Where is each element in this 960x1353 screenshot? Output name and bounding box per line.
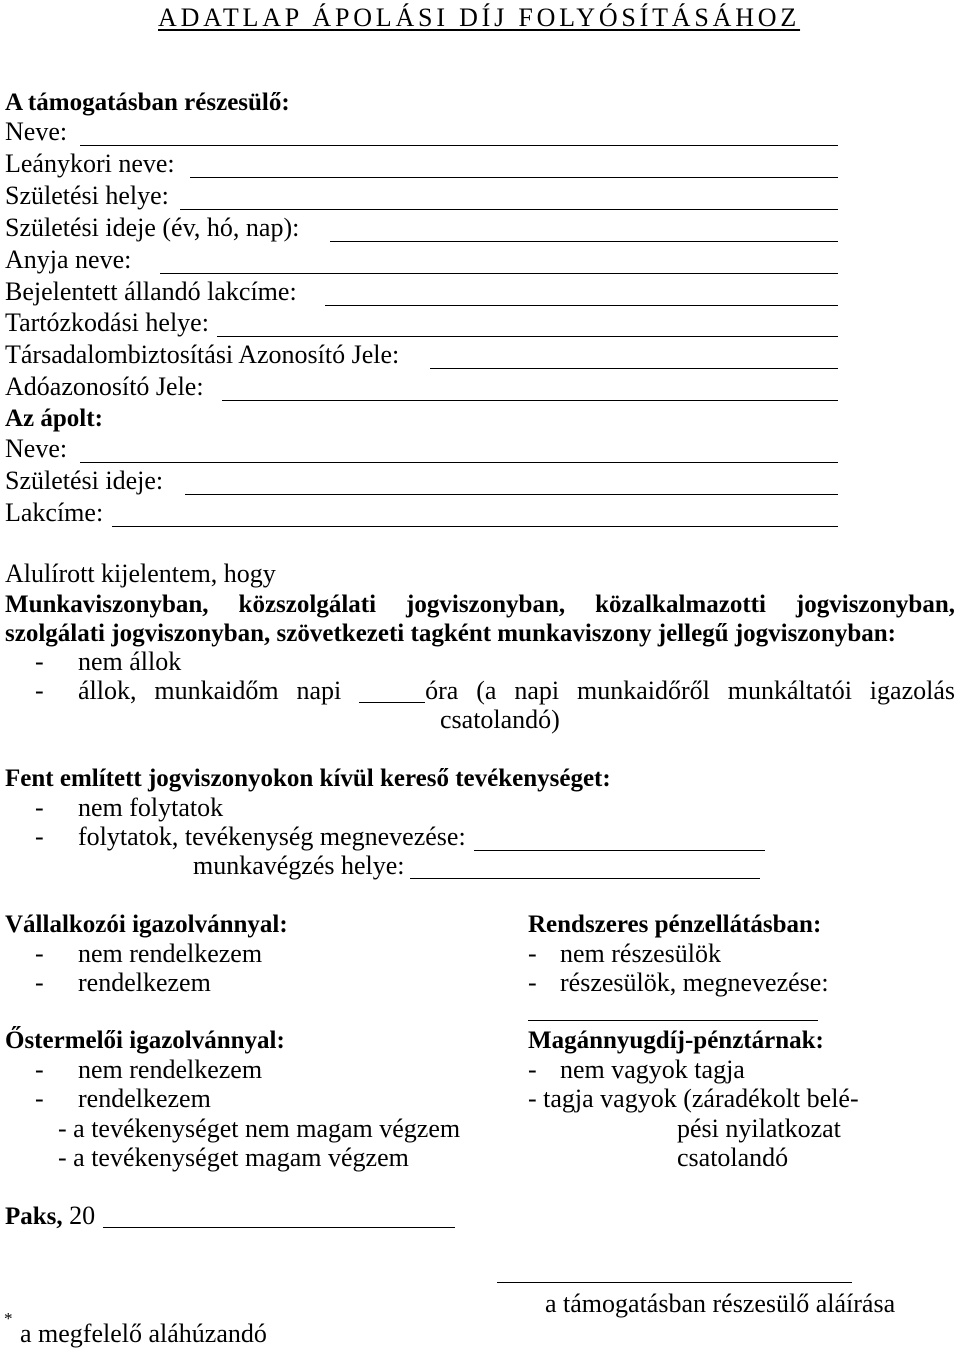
signature-caption: a támogatásban részesülő aláírása: [545, 1289, 896, 1318]
list-marker: -: [35, 822, 44, 851]
fill-line: [160, 273, 838, 274]
private-pension-option-yes-line-1: - tagja vagyok (záradékolt belé-: [528, 1084, 859, 1113]
beneficiary-social-security-id-field: [0, 339, 960, 371]
date-fill-line: [103, 1227, 455, 1228]
option-text: nem folytatok: [78, 793, 224, 822]
fill-line: [325, 305, 838, 306]
two-column-options-2: [0, 967, 960, 999]
private-pension-option-no: nem vagyok tagja: [560, 1055, 745, 1084]
option-text-after-blank: óra (a napi munkaidőről munkáltatói igazolás: [425, 676, 955, 705]
private-pension-option-yes-line-3: csatolandó: [677, 1143, 789, 1172]
list-marker: -: [528, 968, 537, 997]
field-label: Anyja neve:: [5, 245, 132, 274]
beneficiary-permanent-address-field: [0, 276, 960, 308]
list-marker: -: [35, 1055, 44, 1084]
field-label: Társadalombiztosítási Azonosító Jele:: [5, 340, 400, 369]
primary-producer-sub-option-self: - a tevékenységet magam végzem: [58, 1143, 409, 1172]
primary-producer-sub-option-not-self: - a tevékenységet nem magam végzem: [58, 1114, 461, 1143]
option-text: nem állok: [78, 647, 182, 676]
self-employed-option-yes: rendelkezem: [78, 968, 211, 997]
cared-person-birth-date-field: [0, 465, 960, 497]
list-marker: -: [35, 1084, 44, 1113]
fill-line: [430, 368, 838, 369]
form-title: ADATLAP ÁPOLÁSI DÍJ FOLYÓSÍTÁSÁHOZ: [158, 3, 801, 32]
beneficiary-birth-date-field: [0, 212, 960, 244]
two-column-options-5: [0, 1113, 960, 1145]
option-not-active: [0, 792, 960, 824]
place-date-field: [0, 1200, 960, 1232]
cared-person-heading-row: [0, 403, 960, 435]
field-label: Születési ideje:: [5, 466, 164, 495]
footnote-mark: *: [4, 1309, 13, 1328]
list-marker: -: [528, 939, 537, 968]
option-not-employed: [0, 646, 960, 678]
fill-line: [410, 878, 760, 879]
benefit-name-fill-line: [528, 1020, 818, 1021]
workplace-label: munkavégzés helye:: [193, 851, 405, 880]
field-label: Tartózkodási helye:: [5, 308, 209, 337]
declaration-intro: Alulírott kijelentem, hogy: [5, 559, 276, 588]
fill-line: [217, 336, 838, 337]
private-pension-heading: Magánnyugdíj-pénztárnak:: [528, 1027, 824, 1054]
fill-line: [190, 177, 838, 178]
list-marker: -: [35, 793, 44, 822]
place-label: Paks,: [5, 1203, 63, 1230]
self-employed-option-no: nem rendelkezem: [78, 939, 263, 968]
place-date-text: [5, 1200, 95, 1233]
footnote-text: a megfelelő aláhúzandó: [20, 1319, 267, 1348]
regular-benefit-option-yes: részesülök, megnevezése:: [560, 968, 829, 997]
working-hours-blank: [359, 702, 425, 703]
regular-benefit-heading: Rendszeres pénzellátásban:: [528, 911, 822, 938]
other-activity-heading: Fent említett jogviszonyokon kívül kereső tevékenységet:: [5, 765, 611, 792]
field-label: Születési ideje (év, hó, nap):: [5, 213, 300, 242]
footnote-row: [0, 1318, 960, 1350]
cared-person-heading: Az ápolt:: [5, 405, 103, 432]
field-label: Leánykori neve:: [5, 149, 175, 178]
beneficiary-maiden-name-field: [0, 148, 960, 180]
two-column-headings-1: [0, 909, 960, 941]
signature-line: [497, 1282, 852, 1283]
fill-line: [112, 526, 838, 527]
two-column-options-6: [0, 1142, 960, 1174]
beneficiary-tax-id-field: [0, 371, 960, 403]
option-employed-continuation: csatolandó): [440, 705, 560, 734]
employment-heading-line-1: [0, 589, 960, 621]
fill-line: [180, 209, 838, 210]
option-employed: [0, 675, 960, 707]
fill-line: [330, 241, 838, 242]
workplace-field: [0, 850, 960, 882]
beneficiary-residence-field: [0, 307, 960, 339]
two-column-options-1: [0, 938, 960, 970]
employment-heading-text-2: szolgálati jogviszonyban, szövetkezeti tagként munkaviszony jellegű jogviszonyban:: [5, 620, 896, 647]
regular-benefit-option-no: nem részesülök: [560, 939, 722, 968]
two-column-options-4: [0, 1083, 960, 1115]
field-label: Neve:: [5, 434, 68, 463]
field-label: Adóazonosító Jele:: [5, 372, 204, 401]
fill-line: [80, 145, 838, 146]
list-marker: -: [35, 968, 44, 997]
beneficiary-birth-place-field: [0, 180, 960, 212]
signature-caption-row: [0, 1288, 960, 1320]
self-employed-heading: Vállalkozói igazolvánnyal:: [5, 911, 288, 938]
field-label: Neve:: [5, 117, 68, 146]
two-column-headings-2: [0, 1025, 960, 1057]
employment-heading-text-1: Munkaviszonyban, közszolgálati jogviszonyban, közalkalmazotti jogviszonyban,: [5, 591, 955, 618]
other-activity-heading-row: [0, 763, 960, 795]
option-employed-continuation-row: [0, 704, 960, 736]
list-marker: -: [35, 647, 44, 676]
beneficiary-heading-row: [0, 87, 960, 119]
field-label: Bejelentett állandó lakcíme:: [5, 277, 297, 306]
field-label: Lakcíme:: [5, 498, 104, 527]
fill-line: [222, 400, 838, 401]
fill-line: [80, 462, 838, 463]
primary-producer-option-no: nem rendelkezem: [78, 1055, 263, 1084]
list-marker: -: [528, 1055, 537, 1084]
date-prefix: 20: [69, 1201, 96, 1230]
beneficiary-heading: A támogatásban részesülő:: [5, 89, 290, 116]
beneficiary-mother-name-field: [0, 244, 960, 276]
option-employed-text: [78, 675, 955, 707]
cared-person-address-field: [0, 497, 960, 529]
primary-producer-heading: Őstermelői igazolvánnyal:: [5, 1027, 285, 1054]
option-active: [0, 821, 960, 853]
primary-producer-option-yes: rendelkezem: [78, 1084, 211, 1113]
fill-line: [185, 494, 838, 495]
option-text-before-blank: állok, munkaidőm napi: [78, 676, 342, 705]
private-pension-option-yes-line-2: pési nyilatkozat: [677, 1114, 841, 1143]
list-marker: -: [35, 939, 44, 968]
two-column-options-3: [0, 1054, 960, 1086]
declaration-intro-row: [0, 558, 960, 590]
beneficiary-name-field: [0, 116, 960, 148]
option-text: folytatok, tevékenység megnevezése:: [78, 822, 466, 851]
cared-person-name-field: [0, 433, 960, 465]
list-marker: -: [35, 676, 44, 705]
field-label: Születési helye:: [5, 181, 169, 210]
